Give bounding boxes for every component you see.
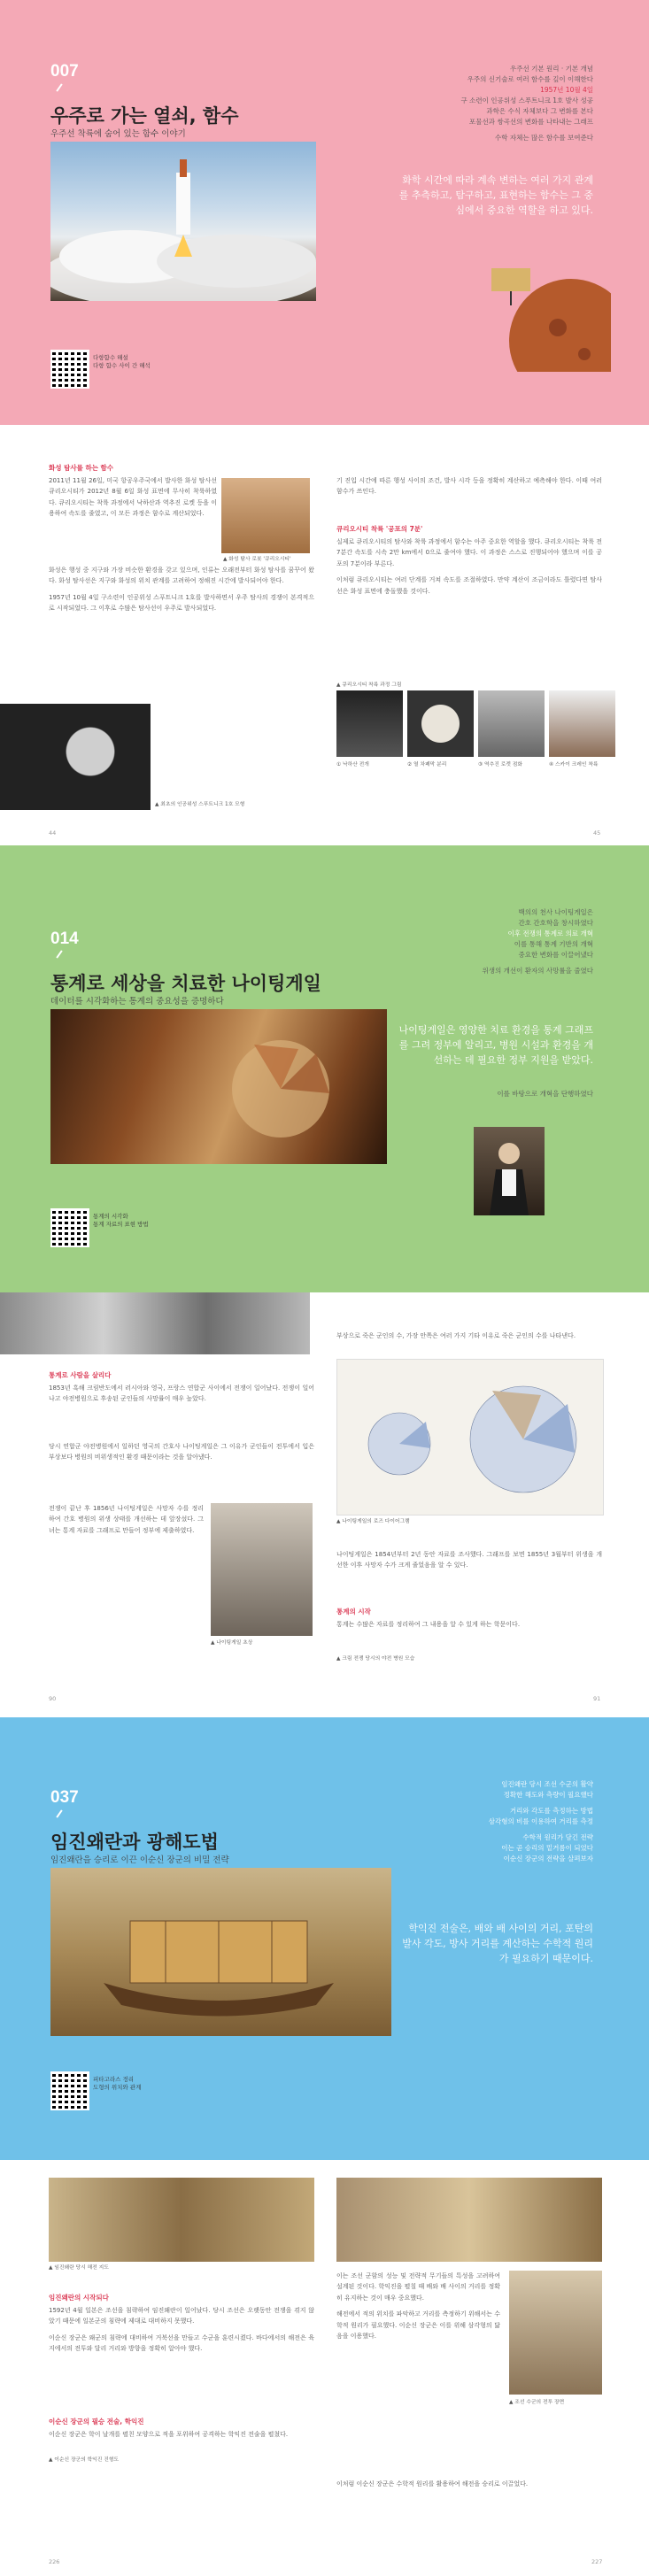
text-column-left: [49, 2305, 314, 2360]
fact-line: 위생의 개선이 환자의 사망률을 줄였다: [482, 967, 593, 975]
fact-line: 이순신 장군의 전략을 살펴보자: [503, 1855, 593, 1863]
paragraph: 부상으로 죽은 군인의 수, 가장 안쪽은 여러 가지 기타 이유로 죽은 군인의 수를 나타낸다.: [336, 1332, 576, 1339]
fact-line: 이를 통해 통계 기반의 개혁: [514, 940, 593, 948]
page-number: 45: [593, 829, 601, 837]
chapter-facts: [407, 64, 593, 143]
chapter-slash: [56, 83, 62, 91]
sputnik-photo: [0, 704, 151, 810]
chapter-subtitle: 데이터를 시각화하는 통계의 중요성을 증명하다: [50, 997, 224, 1006]
fact-line: 백의의 천사 나이팅게일은: [518, 908, 593, 916]
battle-map-photo: [49, 2178, 314, 2262]
qr-label: 다항함수 해설 다항 함수 사이 간 해석: [93, 354, 151, 369]
caption: ① 낙하산 전개: [336, 762, 369, 767]
paragraph: 1957년 10월 4일 구소련이 인공위성 스푸트니크 1호를 발사하면서 우주 탐사의 경쟁이 본격적으로 시작되었다. 그 이후로 수많은 탐사선이 우주로 발사되었다.: [49, 593, 314, 613]
caption: ▲ 화성 탐사 로봇 '큐리오시티': [223, 557, 291, 562]
chapter-subtitle: 우주선 착륙에 숨어 있는 함수 이야기: [50, 129, 186, 139]
text-column-right: [336, 475, 602, 503]
paragraph: 이순신 장군은 왜군의 침략에 대비하여 거북선을 만들고 수군을 훈련시켰다. 바다에서의 해전은 육지에서의 전투와 달리 거리와 방향을 정확히 알아야 했다.: [49, 2333, 314, 2353]
shuttle-icon: [50, 142, 316, 301]
ship-icon: [50, 1868, 391, 2036]
qr-code[interactable]: [50, 350, 89, 389]
text-column-right-2: [336, 536, 602, 602]
fact-line: 임진왜란 당시 조선 수군의 활약: [501, 1780, 593, 1788]
chapter-subtitle: 임진왜란을 승리로 이끈 이순신 장군의 비밀 전략: [50, 1855, 229, 1865]
rose-diagram-icon: [50, 1009, 387, 1164]
caption: ② 열 차폐막 분리: [407, 762, 447, 767]
page-number: 90: [49, 1695, 57, 1702]
fact-line: 간호 간호학을 창시하였다: [518, 919, 593, 927]
fact-line: 중요한 변화를 이끌어냈다: [518, 951, 593, 959]
chapter-quote: 나이팅게일은 영양한 치료 환경을 통계 그래프를 그려 정부에 알리고, 병원 시설과 환경을 개선하는 데 필요한 정부 지원을 받았다.: [398, 1024, 593, 1066]
curiosity-rover-photo: [221, 478, 310, 553]
chapter-number: 014: [50, 929, 79, 948]
fact-line: 구 소련이 인공위성 스푸트니크 1호 발사 성공: [460, 96, 593, 104]
shuttle-launch-photo: [50, 142, 316, 301]
fact-line: 수학적 원리가 담긴 전략: [522, 1833, 593, 1841]
qr-code[interactable]: [50, 2071, 89, 2110]
qr-label: 피타고라스 정리 도형의 위치와 관계: [93, 2076, 142, 2091]
mars-icon: [478, 243, 611, 372]
chapter-quote: 학익진 전술은, 배와 배 사이의 거리, 포탄의 발사 각도, 방사 거리를 계산하는 수학적 원리가 필요하기 때문이다.: [402, 1923, 593, 1964]
landing-step-2: [407, 690, 474, 757]
caption: ▲ 큐리오시티 착륙 과정 그림: [336, 683, 402, 688]
caption: ▲ 최초의 인공위성 스푸트니크 1호 모형: [155, 802, 245, 807]
qr-label: 통계의 시각화 통계 자료의 표현 방법: [93, 1213, 149, 1228]
page-number: 227: [591, 2558, 603, 2565]
chapter-title: 임진왜란과 광해도법: [50, 1832, 219, 1853]
landing-step-1: [336, 690, 403, 757]
paragraph: 해전에서 적의 위치를 파악하고 거리를 측정하기 위해서는 수학적 원리가 필요했다. 이순신 장군은 이를 위해 삼각형의 닮음을 이용했다.: [336, 2310, 500, 2341]
chapter-007-cover: [0, 0, 649, 425]
fact-line: 우주선 기본 원리 · 기본 개념: [510, 65, 593, 73]
caption: ④ 스카이 크레인 착륙: [549, 762, 599, 767]
text-column-left-2: [49, 565, 314, 620]
chapter-number: 007: [50, 62, 79, 81]
chapter-quote: 화학 시간에 따라 계속 변하는 여러 가지 관계를 추측하고, 탐구하고, 표현하는 함수는 그 중심에서 중요한 역할을 하고 있다.: [398, 174, 593, 216]
paragraph: 이순신 장군은 학이 날개를 펼친 모양으로 적을 포위하여 공격하는 학익진 전술을 펼쳤다.: [49, 2431, 289, 2438]
fact-line: 정확한 해도와 측량이 필요했다: [503, 1791, 593, 1799]
paragraph: 화성은 행성 중 지구와 가장 비슷한 환경을 갖고 있으며, 인류는 오래전부터 화성 탐사를 꿈꾸어 왔다. 화성 탐사선은 지구와 화성의 위치 관계를 고려하여 정해진 시간에 발사되어야 한다.: [49, 567, 314, 585]
fact-line: 이후 전쟁의 통계로 의료 개혁: [507, 929, 593, 937]
text-column-left: [49, 1383, 314, 1410]
fact-line: 거리와 각도를 측정하는 방법: [509, 1807, 593, 1815]
chapter-number: 037: [50, 1788, 79, 1807]
caption: ▲ 나이팅게일의 로즈 다이어그램: [336, 1519, 410, 1524]
fact-line: 과학은 수식 자체보다 그 변화를 본다: [486, 107, 593, 115]
nurse-icon: [474, 1127, 545, 1215]
paragraph: 나이팅게일은 1854년부터 2년 동안 자료를 조사했다. 그래프를 보면 1855년 3월부터 위생을 개선한 이후 사망자 수가 크게 줄었음을 알 수 있다.: [336, 1551, 602, 1570]
rose-diagram-icon: [337, 1360, 603, 1515]
landing-step-4: [549, 690, 615, 757]
fact-line: 수학 자체는 많은 함수를 보여준다: [495, 134, 593, 142]
chapter-014-cover: [0, 845, 649, 1292]
paragraph: 기 진입 시간에 따른 행성 사이의 조건, 발사 시각 등을 정확히 계산하고 예측해야 한다. 이때 여러 함수가 쓰인다.: [336, 477, 602, 496]
paragraph: 이는 조선 군함의 성능 및 전략적 무기들의 특성을 고려하여 설계된 것이다. 학익진을 펼칠 때 배와 배 사이의 거리를 정확히 유지하는 것이 매우 중요했다.: [336, 2272, 500, 2302]
chapter-note: 이를 바탕으로 개혁을 단행하였다: [497, 1090, 593, 1098]
nightingale-portrait: [474, 1127, 545, 1215]
nightingale-diagram-photo: [50, 1009, 387, 1164]
caption: ▲ 크림 전쟁 당시의 야전 병원 모습: [336, 1656, 415, 1662]
page-number: 91: [593, 1695, 601, 1702]
text-column-right-2: [336, 1549, 602, 1577]
fact-line: 포물선과 쌍곡선의 변화를 나타내는 그래프: [469, 118, 593, 126]
chapter-037-cover: [0, 1717, 649, 2160]
text-column-right: [336, 1330, 602, 1346]
text-column-left-2: [49, 2429, 314, 2445]
section-heading: 통계의 시작: [336, 1608, 371, 1616]
section-heading: 임진왜란의 시작되다: [49, 2294, 109, 2302]
spread-1: [0, 425, 649, 845]
paragraph: 당시 연합군 야전병원에서 일하던 영국의 간호사 나이팅게일은 그 이유가 군인들이 전투에서 입은 부상보다 병원의 비위생적인 환경 때문이라는 것을 알아냈다.: [49, 1443, 314, 1462]
section-heading: 통계로 사람을 살리다: [49, 1371, 112, 1379]
spread-2: [0, 1292, 649, 1717]
rose-diagram-image: [336, 1359, 604, 1516]
fact-line: 이는 곧 승리의 밑거름이 되었다: [501, 1844, 593, 1852]
caption: ▲ 임진왜란 당시 해전 지도: [49, 2265, 109, 2271]
mars-illustration: [478, 243, 611, 372]
page-number: 226: [49, 2558, 60, 2565]
chapter-title: 우주로 가는 열쇠, 함수: [50, 105, 239, 127]
text-column-left-3: [49, 1503, 204, 1541]
nightingale-engraving: [211, 1503, 313, 1636]
paragraph: 1853년 흑해 크림반도에서 러시아와 영국, 프랑스 연합군 사이에서 전쟁이 일어났다. 전쟁이 일어나고 야전병원으로 후송된 군인들의 사망률이 매우 높았다.: [49, 1384, 314, 1403]
text-column-right-2: [336, 2479, 602, 2495]
caption: ③ 역추진 로켓 점화: [478, 762, 522, 767]
text-column-right: [336, 2271, 500, 2347]
fact-line: 삼각형의 비를 이용하여 거리를 측정: [488, 1817, 593, 1825]
page-number: 44: [49, 829, 57, 837]
section-heading: 큐리오시티 착륙 '공포의 7분': [336, 525, 423, 533]
chapter-slash: [56, 950, 62, 958]
section-heading: 이순신 장군의 필승 전술, 학익진: [49, 2418, 144, 2426]
naval-battle-painting: [336, 2178, 602, 2262]
qr-code[interactable]: [50, 1208, 89, 1247]
paragraph: 전쟁이 끝난 후 1856년 나이팅게일은 사망자 수를 정리하여 간호 병원의 위생 상태를 개선하는 데 앞장섰다. 그녀는 통계 자료를 그래프로 만들어 정부에 제출하였다.: [49, 1505, 204, 1534]
paragraph: 1592년 4월 일본은 조선을 침략하여 임진왜란이 일어났다. 당시 조선은 오랫동안 전쟁을 겪지 않았기 때문에 일본군의 침략에 제대로 대비하지 못했다.: [49, 2307, 314, 2325]
chapter-title: 통계로 세상을 치료한 나이팅게일: [50, 973, 321, 994]
section-heading: 화성 탐사를 하는 함수: [49, 464, 114, 472]
landing-step-3: [478, 690, 545, 757]
chapter-facts: [407, 1779, 593, 1864]
text-column-right-3: [336, 1619, 602, 1635]
text-column-left-2: [49, 1441, 314, 1469]
turtle-ship-painting: [50, 1868, 391, 2036]
chapter-slash: [56, 1809, 62, 1817]
paragraph: 실제로 큐리오시티의 탐사와 착륙 과정에서 함수는 아주 중요한 역할을 했다. 큐리오시티는 착륙 전 7분간 속도를 시속 2만 km에서 0으로 줄여야 했다. 이 과정은 스스로 진행되어야 했으며 이를 공포의 7분이라 부른다.: [336, 538, 602, 567]
caption: ▲ 나이팅게일 초상: [211, 1640, 253, 1646]
fact-line: 1957년 10월 4일: [540, 86, 593, 94]
chapter-facts: [407, 907, 593, 976]
paragraph: 통계는 수많은 자료를 정리하여 그 내용을 알 수 있게 하는 학문이다.: [336, 1621, 521, 1628]
spread-3: [0, 2160, 649, 2576]
fact-line: 우주의 신기술로 여러 함수를 깊이 이해한다: [467, 75, 593, 83]
war-photo: [0, 1292, 310, 1354]
paragraph: 이처럼 큐리오시티는 여러 단계를 거쳐 속도를 조절하였다. 만약 계산이 조금이라도 틀렸다면 탐사선은 화성 표면에 충돌했을 것이다.: [336, 576, 602, 595]
yi-sun-sin-portrait: [509, 2271, 602, 2395]
text-column-left: [49, 475, 217, 525]
caption: ▲ 이순신 장군의 학익진 진형도: [49, 2457, 120, 2463]
paragraph: 이처럼 이순신 장군은 수학적 원리를 활용하여 해전을 승리로 이끌었다.: [336, 2480, 529, 2487]
caption: ▲ 조선 수군의 전투 장면: [509, 2400, 565, 2405]
paragraph: 2011년 11월 26일, 미국 항공우주국에서 발사한 화성 탐사선 큐리오시티가 2012년 8월 6일 화성 표면에 무사히 착륙하였다. 큐리오시티는 착륙 과정에서 낙하산과 역추진 로켓 등을 이용하여 속도를 줄였고, 이 모든 과정은 함수로 계산되었다.: [49, 477, 217, 518]
